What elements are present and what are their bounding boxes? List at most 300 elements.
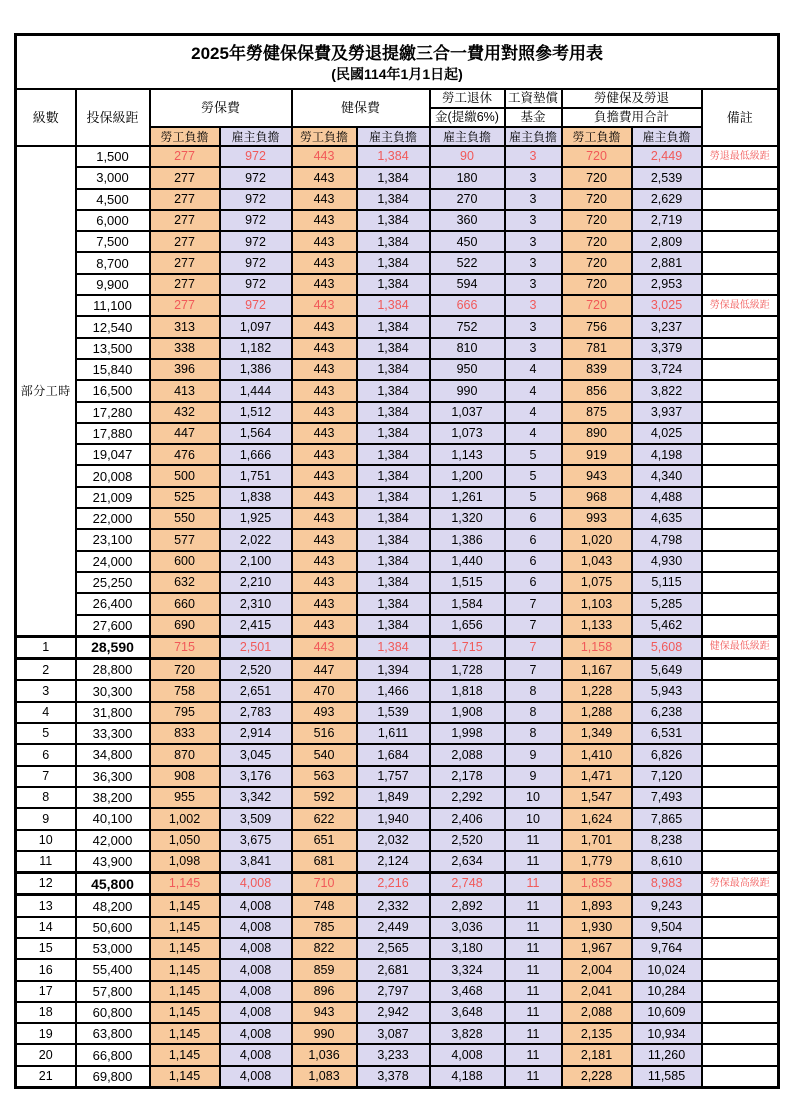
labor-employer-cell: 1,182 xyxy=(220,338,292,359)
total-employee-cell: 720 xyxy=(562,295,632,316)
total-employee-cell: 856 xyxy=(562,380,632,401)
table-title-block xyxy=(16,35,779,90)
total-employee-cell: 756 xyxy=(562,316,632,337)
wage-fund-employer-cell: 11 xyxy=(505,938,562,959)
table-row xyxy=(16,423,779,444)
pension-employer-cell: 1,386 xyxy=(430,529,505,550)
level-cell: 14 xyxy=(16,917,76,938)
table-row xyxy=(16,1044,779,1065)
total-employee-cell: 1,158 xyxy=(562,636,632,658)
wage-fund-employer-cell: 3 xyxy=(505,274,562,295)
health-employer-cell: 2,797 xyxy=(357,981,430,1002)
total-employer-cell: 7,120 xyxy=(632,766,702,787)
total-employer-cell: 7,865 xyxy=(632,808,702,829)
labor-employer-cell: 1,512 xyxy=(220,402,292,423)
salary-bracket-cell: 40,100 xyxy=(76,808,150,829)
labor-employer-cell: 2,914 xyxy=(220,723,292,744)
level-cell: 18 xyxy=(16,1002,76,1023)
table-row xyxy=(16,338,779,359)
total-employer-cell: 6,826 xyxy=(632,744,702,765)
labor-employee-cell: 447 xyxy=(150,423,220,444)
labor-employee-cell: 870 xyxy=(150,744,220,765)
health-employee-cell: 990 xyxy=(292,1023,357,1044)
labor-employer-cell: 972 xyxy=(220,146,292,167)
labor-employer-cell: 1,925 xyxy=(220,508,292,529)
pension-employer-cell: 3,180 xyxy=(430,938,505,959)
health-employer-cell: 1,384 xyxy=(357,636,430,658)
labor-employee-cell: 715 xyxy=(150,636,220,658)
health-employee-cell: 1,083 xyxy=(292,1066,357,1088)
health-employee-cell: 1,036 xyxy=(292,1044,357,1065)
health-employee-cell: 447 xyxy=(292,659,357,681)
wage-fund-employer-cell: 11 xyxy=(505,1066,562,1088)
labor-employer-cell: 2,501 xyxy=(220,636,292,658)
labor-employee-cell: 1,145 xyxy=(150,873,220,895)
total-employee-cell: 2,004 xyxy=(562,959,632,980)
col-header-wage-fund-line1: 工資墊償 xyxy=(505,89,562,108)
subheader-wage-fund-employer: 雇主負擔 xyxy=(505,127,562,146)
health-employer-cell: 2,124 xyxy=(357,851,430,873)
subheader-labor-employer: 雇主負擔 xyxy=(220,127,292,146)
salary-bracket-cell: 63,800 xyxy=(76,1023,150,1044)
health-employer-cell: 1,384 xyxy=(357,252,430,273)
table-row xyxy=(16,529,779,550)
wage-fund-employer-cell: 9 xyxy=(505,766,562,787)
labor-employer-cell: 1,751 xyxy=(220,465,292,486)
table-row xyxy=(16,167,779,188)
note-cell xyxy=(702,274,779,295)
health-employee-cell: 493 xyxy=(292,702,357,723)
health-employer-cell: 1,384 xyxy=(357,167,430,188)
total-employer-cell: 4,798 xyxy=(632,529,702,550)
total-employee-cell: 1,624 xyxy=(562,808,632,829)
salary-bracket-cell: 28,590 xyxy=(76,636,150,658)
labor-employee-cell: 277 xyxy=(150,189,220,210)
note-cell xyxy=(702,402,779,423)
wage-fund-employer-cell: 11 xyxy=(505,959,562,980)
wage-fund-employer-cell: 6 xyxy=(505,529,562,550)
labor-employer-cell: 2,520 xyxy=(220,659,292,681)
health-employer-cell: 2,216 xyxy=(357,873,430,895)
table-row xyxy=(16,487,779,508)
total-employer-cell: 9,243 xyxy=(632,895,702,917)
health-employer-cell: 2,332 xyxy=(357,895,430,917)
wage-fund-employer-cell: 5 xyxy=(505,465,562,486)
labor-employer-cell: 4,008 xyxy=(220,895,292,917)
labor-employee-cell: 1,145 xyxy=(150,1066,220,1088)
wage-fund-employer-cell: 8 xyxy=(505,680,562,701)
table-row xyxy=(16,508,779,529)
health-employee-cell: 443 xyxy=(292,146,357,167)
labor-employer-cell: 1,444 xyxy=(220,380,292,401)
table-row xyxy=(16,1023,779,1044)
labor-employer-cell: 3,509 xyxy=(220,808,292,829)
level-cell: 8 xyxy=(16,787,76,808)
salary-bracket-cell: 12,540 xyxy=(76,316,150,337)
pension-employer-cell: 594 xyxy=(430,274,505,295)
pension-employer-cell: 1,818 xyxy=(430,680,505,701)
wage-fund-employer-cell: 3 xyxy=(505,167,562,188)
total-employer-cell: 10,284 xyxy=(632,981,702,1002)
total-employer-cell: 6,238 xyxy=(632,702,702,723)
total-employee-cell: 1,349 xyxy=(562,723,632,744)
health-employee-cell: 443 xyxy=(292,359,357,380)
labor-employee-cell: 1,145 xyxy=(150,938,220,959)
health-employee-cell: 516 xyxy=(292,723,357,744)
note-cell xyxy=(702,593,779,614)
salary-bracket-cell: 6,000 xyxy=(76,210,150,231)
pension-employer-cell: 3,828 xyxy=(430,1023,505,1044)
total-employee-cell: 720 xyxy=(562,231,632,252)
total-employee-cell: 1,779 xyxy=(562,851,632,873)
health-employee-cell: 443 xyxy=(292,402,357,423)
labor-employee-cell: 1,145 xyxy=(150,1044,220,1065)
pension-employer-cell: 1,728 xyxy=(430,659,505,681)
health-employee-cell: 443 xyxy=(292,593,357,614)
note-cell xyxy=(702,338,779,359)
total-employee-cell: 1,133 xyxy=(562,615,632,637)
salary-bracket-cell: 16,500 xyxy=(76,380,150,401)
pension-employer-cell: 90 xyxy=(430,146,505,167)
total-employer-cell: 5,943 xyxy=(632,680,702,701)
pension-employer-cell: 810 xyxy=(430,338,505,359)
table-row xyxy=(16,744,779,765)
level-cell: 21 xyxy=(16,1066,76,1088)
pension-employer-cell: 1,073 xyxy=(430,423,505,444)
note-cell xyxy=(702,210,779,231)
total-employer-cell: 5,285 xyxy=(632,593,702,614)
note-cell xyxy=(702,895,779,917)
pension-employer-cell: 2,088 xyxy=(430,744,505,765)
wage-fund-employer-cell: 11 xyxy=(505,1002,562,1023)
wage-fund-employer-cell: 3 xyxy=(505,231,562,252)
note-cell xyxy=(702,1002,779,1023)
note-cell xyxy=(702,659,779,681)
health-employer-cell: 1,384 xyxy=(357,380,430,401)
col-header-health-insurance: 健保費 xyxy=(292,89,430,127)
labor-employee-cell: 1,098 xyxy=(150,851,220,873)
labor-employer-cell: 972 xyxy=(220,210,292,231)
health-employer-cell: 1,384 xyxy=(357,295,430,316)
health-employee-cell: 785 xyxy=(292,917,357,938)
pension-employer-cell: 2,634 xyxy=(430,851,505,873)
part-time-group-label: 部分工時 xyxy=(16,146,76,636)
table-row xyxy=(16,189,779,210)
pension-employer-cell: 2,406 xyxy=(430,808,505,829)
total-employee-cell: 993 xyxy=(562,508,632,529)
note-cell xyxy=(702,465,779,486)
pension-employer-cell: 752 xyxy=(430,316,505,337)
salary-bracket-cell: 48,200 xyxy=(76,895,150,917)
total-employer-cell: 3,724 xyxy=(632,359,702,380)
labor-employee-cell: 1,145 xyxy=(150,1023,220,1044)
salary-bracket-cell: 3,000 xyxy=(76,167,150,188)
total-employee-cell: 1,288 xyxy=(562,702,632,723)
note-cell xyxy=(702,359,779,380)
total-employee-cell: 2,135 xyxy=(562,1023,632,1044)
health-employer-cell: 1,849 xyxy=(357,787,430,808)
table-row xyxy=(16,680,779,701)
table-row xyxy=(16,636,779,658)
labor-employee-cell: 1,145 xyxy=(150,1002,220,1023)
note-cell xyxy=(702,529,779,550)
subheader-pension-employer: 雇主負擔 xyxy=(430,127,505,146)
total-employer-cell: 4,488 xyxy=(632,487,702,508)
pension-employer-cell: 3,648 xyxy=(430,1002,505,1023)
total-employee-cell: 890 xyxy=(562,423,632,444)
level-cell: 7 xyxy=(16,766,76,787)
health-employee-cell: 443 xyxy=(292,295,357,316)
labor-employer-cell: 972 xyxy=(220,231,292,252)
labor-employer-cell: 1,666 xyxy=(220,444,292,465)
subheader-health-employee: 勞工負擔 xyxy=(292,127,357,146)
table-row xyxy=(16,252,779,273)
note-cell xyxy=(702,380,779,401)
health-employee-cell: 896 xyxy=(292,981,357,1002)
labor-employer-cell: 1,097 xyxy=(220,316,292,337)
table-row xyxy=(16,402,779,423)
health-employee-cell: 443 xyxy=(292,338,357,359)
labor-employer-cell: 4,008 xyxy=(220,1002,292,1023)
labor-employer-cell: 4,008 xyxy=(220,1023,292,1044)
health-employee-cell: 443 xyxy=(292,529,357,550)
health-employer-cell: 1,384 xyxy=(357,338,430,359)
labor-employee-cell: 277 xyxy=(150,274,220,295)
wage-fund-employer-cell: 7 xyxy=(505,615,562,637)
health-employee-cell: 443 xyxy=(292,274,357,295)
labor-employee-cell: 1,050 xyxy=(150,830,220,851)
labor-employer-cell: 4,008 xyxy=(220,1044,292,1065)
salary-bracket-cell: 17,280 xyxy=(76,402,150,423)
wage-fund-employer-cell: 11 xyxy=(505,895,562,917)
wage-fund-employer-cell: 8 xyxy=(505,723,562,744)
table-row xyxy=(16,851,779,873)
labor-employee-cell: 833 xyxy=(150,723,220,744)
labor-employer-cell: 3,675 xyxy=(220,830,292,851)
labor-employer-cell: 2,415 xyxy=(220,615,292,637)
salary-bracket-cell: 25,250 xyxy=(76,572,150,593)
wage-fund-employer-cell: 10 xyxy=(505,808,562,829)
note-cell: 勞保最低級距 xyxy=(702,295,779,316)
wage-fund-employer-cell: 3 xyxy=(505,252,562,273)
labor-employer-cell: 2,310 xyxy=(220,593,292,614)
labor-employer-cell: 2,022 xyxy=(220,529,292,550)
level-cell: 1 xyxy=(16,636,76,658)
pension-employer-cell: 4,188 xyxy=(430,1066,505,1088)
labor-employer-cell: 3,045 xyxy=(220,744,292,765)
note-cell xyxy=(702,252,779,273)
total-employee-cell: 720 xyxy=(562,146,632,167)
table-row xyxy=(16,231,779,252)
total-employer-cell: 5,608 xyxy=(632,636,702,658)
total-employer-cell: 4,930 xyxy=(632,551,702,572)
note-cell xyxy=(702,1023,779,1044)
pension-employer-cell: 2,748 xyxy=(430,873,505,895)
health-employer-cell: 1,384 xyxy=(357,189,430,210)
table-row xyxy=(16,359,779,380)
note-cell xyxy=(702,487,779,508)
labor-employee-cell: 632 xyxy=(150,572,220,593)
labor-employer-cell: 972 xyxy=(220,274,292,295)
note-cell xyxy=(702,444,779,465)
labor-employee-cell: 476 xyxy=(150,444,220,465)
labor-employer-cell: 4,008 xyxy=(220,873,292,895)
total-employee-cell: 875 xyxy=(562,402,632,423)
labor-employee-cell: 277 xyxy=(150,231,220,252)
total-employer-cell: 2,953 xyxy=(632,274,702,295)
note-cell xyxy=(702,917,779,938)
labor-employer-cell: 4,008 xyxy=(220,981,292,1002)
level-cell: 2 xyxy=(16,659,76,681)
health-employer-cell: 2,681 xyxy=(357,959,430,980)
labor-employee-cell: 600 xyxy=(150,551,220,572)
pension-employer-cell: 2,892 xyxy=(430,895,505,917)
pension-employer-cell: 3,036 xyxy=(430,917,505,938)
health-employee-cell: 443 xyxy=(292,167,357,188)
note-cell xyxy=(702,744,779,765)
health-employer-cell: 1,384 xyxy=(357,551,430,572)
health-employee-cell: 443 xyxy=(292,210,357,231)
total-employee-cell: 720 xyxy=(562,252,632,273)
health-employee-cell: 443 xyxy=(292,508,357,529)
labor-employer-cell: 1,564 xyxy=(220,423,292,444)
salary-bracket-cell: 53,000 xyxy=(76,938,150,959)
pension-employer-cell: 270 xyxy=(430,189,505,210)
total-employer-cell: 5,462 xyxy=(632,615,702,637)
note-cell xyxy=(702,702,779,723)
labor-employee-cell: 277 xyxy=(150,210,220,231)
note-cell xyxy=(702,551,779,572)
pension-employer-cell: 1,998 xyxy=(430,723,505,744)
col-header-salary-bracket: 投保級距 xyxy=(76,89,150,146)
total-employee-cell: 1,075 xyxy=(562,572,632,593)
total-employee-cell: 2,041 xyxy=(562,981,632,1002)
level-cell: 11 xyxy=(16,851,76,873)
salary-bracket-cell: 21,009 xyxy=(76,487,150,508)
salary-bracket-cell: 30,300 xyxy=(76,680,150,701)
wage-fund-employer-cell: 11 xyxy=(505,830,562,851)
total-employee-cell: 1,043 xyxy=(562,551,632,572)
total-employer-cell: 2,449 xyxy=(632,146,702,167)
salary-bracket-cell: 1,500 xyxy=(76,146,150,167)
note-cell xyxy=(702,766,779,787)
labor-employee-cell: 500 xyxy=(150,465,220,486)
health-employer-cell: 1,384 xyxy=(357,529,430,550)
labor-employee-cell: 795 xyxy=(150,702,220,723)
total-employer-cell: 8,238 xyxy=(632,830,702,851)
note-cell xyxy=(702,851,779,873)
table-row xyxy=(16,615,779,637)
labor-employer-cell: 972 xyxy=(220,295,292,316)
wage-fund-employer-cell: 8 xyxy=(505,702,562,723)
total-employer-cell: 4,635 xyxy=(632,508,702,529)
total-employee-cell: 720 xyxy=(562,274,632,295)
wage-fund-employer-cell: 11 xyxy=(505,981,562,1002)
health-employer-cell: 3,378 xyxy=(357,1066,430,1088)
table-row xyxy=(16,981,779,1002)
labor-employer-cell: 972 xyxy=(220,167,292,188)
note-cell xyxy=(702,787,779,808)
health-employer-cell: 1,384 xyxy=(357,210,430,231)
table-row xyxy=(16,551,779,572)
pension-employer-cell: 180 xyxy=(430,167,505,188)
health-employer-cell: 1,384 xyxy=(357,146,430,167)
wage-fund-employer-cell: 5 xyxy=(505,487,562,508)
pension-employer-cell: 950 xyxy=(430,359,505,380)
salary-bracket-cell: 9,900 xyxy=(76,274,150,295)
wage-fund-employer-cell: 6 xyxy=(505,572,562,593)
pension-employer-cell: 2,520 xyxy=(430,830,505,851)
total-employee-cell: 1,930 xyxy=(562,917,632,938)
health-employer-cell: 3,087 xyxy=(357,1023,430,1044)
table-row xyxy=(16,938,779,959)
health-employer-cell: 1,384 xyxy=(357,508,430,529)
total-employer-cell: 10,609 xyxy=(632,1002,702,1023)
salary-bracket-cell: 60,800 xyxy=(76,1002,150,1023)
labor-employer-cell: 2,100 xyxy=(220,551,292,572)
labor-employer-cell: 3,841 xyxy=(220,851,292,873)
health-employee-cell: 822 xyxy=(292,938,357,959)
labor-employer-cell: 1,838 xyxy=(220,487,292,508)
page-title: 2025年勞健保保費及勞退提繳三合一費用對照參考用表 xyxy=(191,43,603,63)
health-employee-cell: 748 xyxy=(292,895,357,917)
total-employee-cell: 2,181 xyxy=(562,1044,632,1065)
pension-employer-cell: 360 xyxy=(430,210,505,231)
wage-fund-employer-cell: 7 xyxy=(505,659,562,681)
salary-bracket-cell: 55,400 xyxy=(76,959,150,980)
col-header-note: 備註 xyxy=(702,89,779,146)
note-cell xyxy=(702,316,779,337)
total-employee-cell: 1,471 xyxy=(562,766,632,787)
salary-bracket-cell: 13,500 xyxy=(76,338,150,359)
wage-fund-employer-cell: 9 xyxy=(505,744,562,765)
salary-bracket-cell: 24,000 xyxy=(76,551,150,572)
health-employee-cell: 622 xyxy=(292,808,357,829)
total-employer-cell: 11,585 xyxy=(632,1066,702,1088)
pension-employer-cell: 522 xyxy=(430,252,505,273)
note-cell: 勞保最高級距 xyxy=(702,873,779,895)
subheader-total-employer: 雇主負擔 xyxy=(632,127,702,146)
subheader-total-employee: 勞工負擔 xyxy=(562,127,632,146)
note-cell: 健保最低級距 xyxy=(702,636,779,658)
health-employee-cell: 443 xyxy=(292,551,357,572)
note-cell xyxy=(702,959,779,980)
note-cell xyxy=(702,680,779,701)
health-employer-cell: 1,394 xyxy=(357,659,430,681)
total-employer-cell: 3,379 xyxy=(632,338,702,359)
salary-bracket-cell: 17,880 xyxy=(76,423,150,444)
labor-employee-cell: 550 xyxy=(150,508,220,529)
total-employer-cell: 3,822 xyxy=(632,380,702,401)
health-employer-cell: 1,757 xyxy=(357,766,430,787)
table-row xyxy=(16,895,779,917)
wage-fund-employer-cell: 5 xyxy=(505,444,562,465)
health-employer-cell: 1,384 xyxy=(357,593,430,614)
total-employer-cell: 9,504 xyxy=(632,917,702,938)
salary-bracket-cell: 66,800 xyxy=(76,1044,150,1065)
labor-employee-cell: 690 xyxy=(150,615,220,637)
salary-bracket-cell: 50,600 xyxy=(76,917,150,938)
labor-employer-cell: 3,176 xyxy=(220,766,292,787)
level-cell: 17 xyxy=(16,981,76,1002)
pension-employer-cell: 1,143 xyxy=(430,444,505,465)
total-employer-cell: 2,629 xyxy=(632,189,702,210)
wage-fund-employer-cell: 11 xyxy=(505,851,562,873)
labor-employee-cell: 277 xyxy=(150,295,220,316)
health-employer-cell: 1,466 xyxy=(357,680,430,701)
total-employer-cell: 6,531 xyxy=(632,723,702,744)
pension-employer-cell: 1,320 xyxy=(430,508,505,529)
